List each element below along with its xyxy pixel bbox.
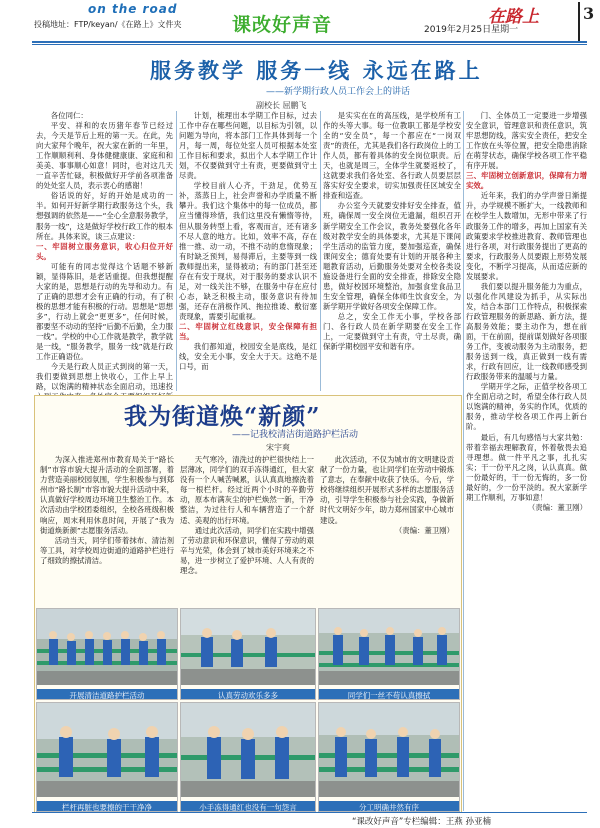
column-divider xyxy=(463,111,464,811)
photo-caption: 开展清洁道路护栏活动 xyxy=(37,689,177,700)
paragraph: 天气寒冷，清洗过的护栏很快结上一层薄冰，同学们的双手冻得通红，但大家没有一个人喊苦喊累，认认真真地擦洗着每一根栏杆。经过近两个小时的辛勤劳动，原本布满灰尘的护栏焕然一新，干净整洁，为过往行人和车辆营造了一个舒适、美观的出行环境。 xyxy=(180,455,314,525)
section-heading-3: 三、牢固树立创新意识，保障有力增实效。 xyxy=(466,171,587,191)
footer-rule xyxy=(32,812,587,813)
issue-date: 2019年2月25日星期一 xyxy=(424,25,519,35)
paragraph: 俗话说的好，好的开始是成功的一半。如何开好新学期行政服务这个头，我想强调的依然是——“全心全意服务教学，服务一线”，这是做好学校行政工作的根本所在。具体来说，谈三点建议： xyxy=(36,191,173,241)
header-rule-thin xyxy=(32,44,587,45)
paragraph: 通过此次活动，同学们在实践中增强了劳动意识和环保意识，懂得了劳动的艰辛与光荣，体会到了城市美好环境来之不易，进一步树立了爱护环境、人人有责的理念。 xyxy=(180,525,314,576)
column-editors: “课改好声音”专栏编辑：王燕 孙亚楠 xyxy=(352,817,492,827)
on-the-road-tagline: on the road xyxy=(88,2,178,16)
article1-column-3 xyxy=(323,111,461,404)
paragraph: 可能有的同志觉得这个话题不够新颖，显得陈旧，是老话重提。但我想提醒大家的是，思想是行动的先导和动力。有了正确的思想才会有正确的行动，有了积极的思想才能有积极的行动。思想是“思想多”，行动上就会“更更多”，任何时候，都要坚不动动的坚持“后勤不后勤，全力服一线”。学校的中心工作就是教学，教学就是一线，“服务教学，服务一线”就是行政工作正确语位。 xyxy=(36,261,173,362)
paragraph: 各位同仁： xyxy=(50,111,88,120)
editor-credit: （责编：董卫刚） xyxy=(527,502,587,512)
paragraph: 学校目前人心齐，干劲足，优势互补，蒸蒸日上，社会声誉和办学质量不断攀升。我们这个集体中的每一位成员，都应当懂得珍惜，我们这里没有懒惰等待，但从服务转型上看，客观而言，还有诸多不尽人意的地方。比如，效率不高，存在推一推、动一动，不推不动的怠惰现象；有时缺乏预判，易得滞后，主要等到一线教师提出来，显得被动；有的部门甚至还存在有安于现状，对于服务的要求认识不足，对一线关注不够，在服务中存在应付心态，缺乏积极主动，服务意识有待加强，还存在消极作风、拖拉推诿、敷衍塞责现象，需要引起重视。 xyxy=(179,181,317,321)
paragraph: 最后，有几句感悟与大家共勉：带着幸福去理解教育，怀着敬畏去追寻理想。做一件平凡之事，扎扎实实；干一份平凡之岗，认认真真。做一份最好的，干一份无悔的，多一份最好的，少一份平淡的。祝大家新学期工作顺利，万事如意！ xyxy=(466,432,587,502)
article1-subtitle: ——新学期行政人员工作会上的讲话 xyxy=(266,87,411,97)
article1-author: 副校长 屈鹏飞 xyxy=(256,101,307,110)
article1-column-1 xyxy=(36,111,173,404)
paragraph: 平安、祥和的农历猪年春节已经过去，今天是节后上班的第一天。在此，先向大家拜个晚年，祝大家在新的一年里，工作顺顺利利、身体健健康康、家庭和和美美、事事顺心如意！同时，也对这几天一直辛苦忙碌，积极做好开学前各项准备的处处室人员，表示衷心的感谢！ xyxy=(36,121,173,191)
photo-caption: 认真劳动欢乐多多 xyxy=(181,689,315,700)
column-divider xyxy=(176,111,177,391)
photo-careful-wiping xyxy=(318,608,460,700)
paragraph: 是实实在在的高压线，是学校所有工作的头等大事。每一位教职工都是学校安全的“安全员”，每一个都应在“一岗双责”的责任，尤其是我们各行政岗位上的工作人员，都有着具体的安全岗位职责。后天，也就是周三，全体学生就要返校了，这就要求我们各处室、各行政人员要层层落实好安全要求，切实加强责任区域安全排查和巡查。 xyxy=(323,111,461,201)
article1-title: 服务教学 服务一线 永远在路上 xyxy=(150,58,483,83)
article2-subtitle: ——记我校清洁街道路护栏活动 xyxy=(232,430,359,440)
page-number: 3 xyxy=(583,4,595,23)
photo-caption: 分工明确井然有序 xyxy=(319,801,459,812)
photo-caption: 小手冻得通红也没有一句怨言 xyxy=(181,801,315,812)
photo-caption: 同学们一丝不苟认真擦拭 xyxy=(319,689,459,700)
photo-happy-labor xyxy=(180,608,316,700)
submission-address: 投稿地址：FTP/keyan/《在路上》文件夹 xyxy=(34,20,182,29)
photo-division-of-work xyxy=(318,702,460,812)
column-title: 课改好声音 xyxy=(232,14,333,36)
paragraph: 学期开学之际，正值学校各项工作全面启动之时，希望全体行政人员以饱满的精神，务实的作风，优质的服务，推动学校各项工作再上新台阶。 xyxy=(466,382,587,432)
paragraph: 门、全体员工一定要进一步增强安全意识，管理意识和责任意识，筑牢思想防线，落实安全责任，把安全工作放在头等位置，把安全隐患消除在萌芽状态，确保学校各项工作平稳有序开展。 xyxy=(466,111,587,171)
column-divider xyxy=(320,111,321,391)
page-number-divider xyxy=(578,2,580,42)
article2-column-3 xyxy=(320,455,454,603)
paragraph: 我们都知道，校园安全是底线，是红线，安全无小事，安全大于天。这绝不是口号，而 xyxy=(179,342,317,372)
article2-column-1 xyxy=(40,455,174,603)
paragraph: 近年来，我们的办学声誉日渐提升，办学规模不断扩大，一线教师和在校学生人数增加，无形中带来了行政服务工作的增多，再加上国家有关政策要求学校推进教育、教师管理也进行各项，对行政服务提出了更高的要求，行政服务人员要跟上形势发展变化，不断学习提高，从而适应新的发展要求。 xyxy=(466,191,587,281)
paragraph: 此次活动，不仅为城市的文明建设贡献了一份力量，也让同学们在劳动中锻炼了意志，在奉献中收获了快乐。今后，学校将继续组织开展形式多样的志愿服务活动，引导学生积极参与社会实践，争做新时代文明好少年，助力郑州国家中心城市建设。 xyxy=(320,455,454,525)
article2-column-2 xyxy=(180,455,314,603)
paragraph: 办公室今天就要安排好安全排查，值班，确保周一安全岗位无遗漏，组织召开新学期安全工作会议，教务处要强化各年级对教学安全的具体要求，尤其是下课间学生活动的监管力度，要加强巡查，确保课间安全；德育处要有计划的开展各种主题教育活动，后勤服务处要对全校各类设施设备进行全面的安全排查，排除安全隐患，做好校园环境整治，加强食堂食品卫生安全管理，确保全体师生饮食安全，为新学期开学做好各项安全保障工作。 xyxy=(323,201,461,311)
photo-caption: 栏杆再脏也要擦的干干净净 xyxy=(37,801,177,812)
photo-clean-railing xyxy=(36,702,178,812)
article1-column-2 xyxy=(179,111,317,404)
paper-name: 在路上 xyxy=(488,7,539,27)
section-heading-1: 一、牢固树立服务意识，收心归位开好头。 xyxy=(36,241,173,261)
article1-column-4 xyxy=(466,111,587,811)
paragraph: 今天是行政人员正式到岗的第一天，我们要做到思想上快收心，工作上早上路，以饱满的精神状态全面启动，迅速投 xyxy=(36,362,173,392)
editor-credit: （责编：董卫刚） xyxy=(394,525,454,535)
paragraph: 活动当天，同学们带着抹布、清洁剂等工具，对学校周边街道的道路护栏进行了细致的擦拭清洁。 xyxy=(40,535,174,565)
photo-cold-hands xyxy=(180,702,316,812)
paragraph: 为深入推进郑州市教育局关于“路长制”市容市貌大提升活动的全面部署，着力营造美丽校园氛围，学生积极参与到郑州市“路长制”市容市貌大提升活动中来，认真做好学校周边环境卫生整治工作。本次活动由学校团委组织，全校各班级积极响应，周末利用休息时间，开展了“我为街道焕新颜”志愿服务活动。 xyxy=(40,455,174,535)
paragraph: 总之，安全工作无小事，学校各部门、各行政人员在新学期要在安全工作上，一定要做到守土有责，守土尽责，确保新学期校园平安和谐有序。 xyxy=(323,311,461,352)
photo-cleaning-activity xyxy=(36,608,178,700)
section-heading-2: 二、牢固树立红线意识，安全保障有担当。 xyxy=(179,321,317,342)
article2-title: 我为街道焕“新颜” xyxy=(124,403,321,430)
paragraph: 我们要以提升服务能力为重点，以强化作风建设为抓手，从实际出发，结合本部门工作特点，积极探索行政管理服务的新思路、新方法，提高服务效能；要主动作为，想在前面，干在前面，提前谋划做好各项服务工作，变被动服务为主动服务，把服务送到一线，真正做到一线有需求，行政有回应，让一线教师感受到行政服务带来的温暖与力量。 xyxy=(466,281,587,382)
paragraph: 计划，梳理出本学期工作目标，过去工作中存在哪些问题，以目标为引领，以问题为导向，将本部门工作具体到每一个月，每一周，每位处室人员可根据本处室工作目标和要求，拟出个人本学期工作计划，不仅要做到守土有责，更要做到守土尽责。 xyxy=(179,111,317,181)
header-rule xyxy=(32,41,587,43)
article2-author: 宋宇爽 xyxy=(266,443,290,452)
